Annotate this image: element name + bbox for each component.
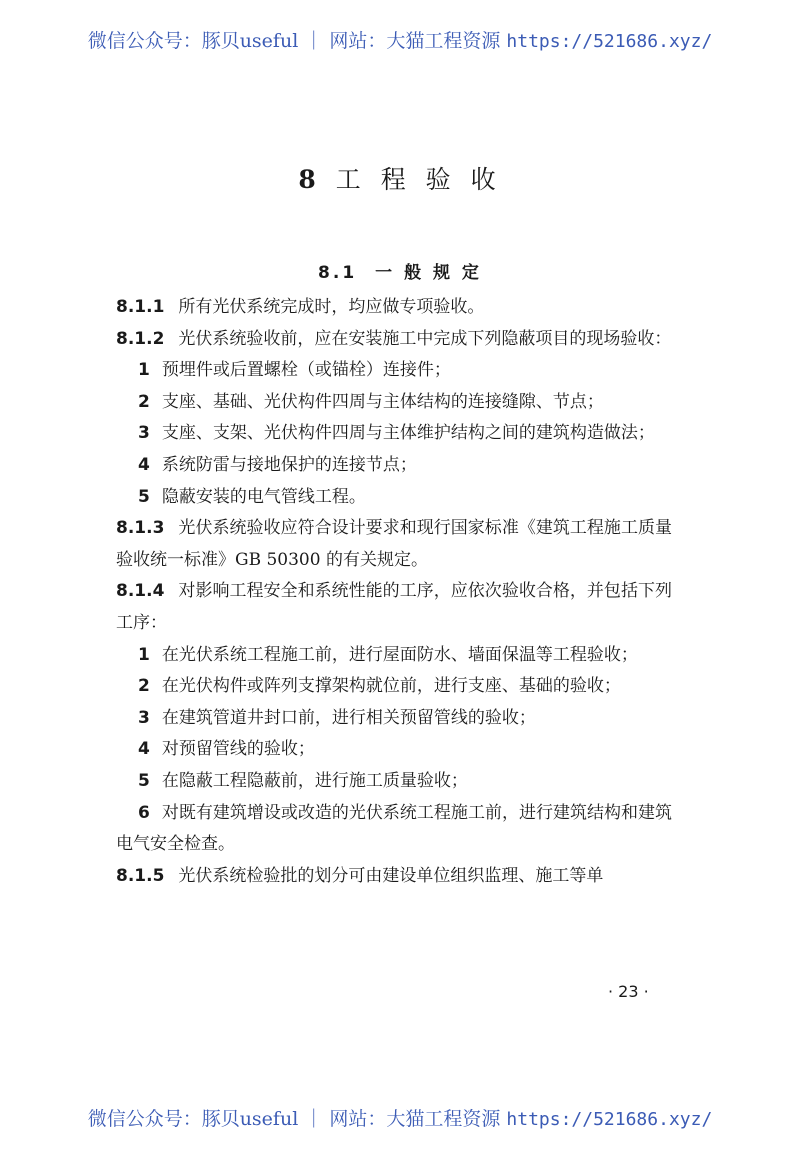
item-number: 4: [138, 739, 150, 760]
section-heading: [0, 258, 800, 283]
item-text: 预埋件或后置螺栓（或锚栓）连接件；: [161, 360, 451, 381]
clause-number: 8.1.4: [116, 581, 165, 602]
clause: [116, 576, 672, 639]
clause-number: 8.1.1: [116, 297, 165, 317]
item-number: 1: [138, 644, 150, 665]
item-text: 对预留管线的验收；: [161, 739, 315, 760]
watermark-text: 微信公众号：豚贝useful ｜ 网站：大猫工程资源: [87, 1108, 507, 1130]
clause-item: [116, 482, 672, 514]
item-text: 在光伏构件或阵列支撑架构就位前，进行支座、基础的验收；: [161, 676, 621, 697]
clause: [116, 324, 672, 356]
clause-number: 8.1.2: [116, 328, 165, 349]
clause-item: [116, 418, 672, 450]
item-text: 在光伏系统工程施工前，进行屋面防水、墙面保温等工程验收；: [161, 644, 638, 665]
watermark-text: 微信公众号：豚贝useful ｜ 网站：大猫工程资源: [87, 30, 507, 52]
clause: [116, 513, 672, 576]
clause-text: 对影响工程安全和系统性能的工序，应依次验收合格，并包括下列工序：: [116, 581, 672, 633]
clause: [116, 861, 672, 893]
clause: [116, 292, 672, 324]
clause-number: 8.1.3: [116, 518, 165, 539]
watermark-top: [0, 26, 800, 53]
clause-text: 光伏系统验收前，应在安装施工中完成下列隐蔽项目的现场验收：: [178, 328, 672, 349]
clause-item: [116, 671, 672, 703]
chapter-title: 工 程 验 收: [335, 165, 502, 194]
item-number: 4: [138, 454, 150, 475]
item-text: 对既有建筑增设或改造的光伏系统工程施工前，进行建筑结构和建筑电气安全检查。: [116, 802, 672, 855]
section-title: 一 般 规 定: [375, 263, 482, 283]
item-text: 在建筑管道井封口前，进行相关预留管线的验收；: [161, 707, 536, 728]
clause-number: 8.1.5: [116, 865, 165, 886]
item-number: 3: [138, 707, 150, 728]
clause-item: [116, 355, 672, 387]
item-text: 支座、支架、光伏构件四周与主体维护结构之间的建筑构造做法；: [161, 423, 655, 444]
clause-text: 光伏系统验收应符合设计要求和现行国家标准《建筑工程施工质量验收统一标准》GB 50300 的有关规定。: [116, 518, 672, 570]
clause-item: [116, 766, 672, 798]
section-number: 8.1: [318, 263, 358, 283]
item-number: 5: [138, 486, 150, 507]
clause-item: [116, 798, 672, 861]
clause-text: 光伏系统检验批的划分可由建设单位组织监理、施工等单: [178, 865, 604, 886]
item-text: 隐蔽安装的电气管线工程。: [161, 486, 366, 507]
clause-item: [116, 640, 672, 672]
watermark-url[interactable]: https://521686.xyz/: [506, 31, 713, 52]
clause-item: [116, 387, 672, 419]
item-number: 5: [138, 770, 150, 791]
clause-item: [116, 450, 672, 482]
watermark-url[interactable]: https://521686.xyz/: [506, 1109, 713, 1130]
watermark-bottom: [0, 1104, 800, 1131]
clause-list: [116, 292, 672, 892]
item-text: 支座、基础、光伏构件四周与主体结构的连接缝隙、节点；: [161, 391, 604, 412]
item-number: 2: [138, 391, 150, 412]
clause-item: [116, 734, 672, 766]
item-number: 3: [138, 423, 150, 444]
clause-item: [116, 703, 672, 735]
chapter-number: 8: [298, 165, 322, 194]
item-text: 系统防雷与接地保护的连接节点；: [161, 454, 417, 475]
item-number: 6: [138, 802, 150, 823]
clause-text: 所有光伏系统完成时，均应做专项验收。: [178, 297, 485, 317]
chapter-heading: [0, 160, 800, 196]
item-text: 在隐蔽工程隐蔽前，进行施工质量验收；: [161, 770, 468, 791]
item-number: 2: [138, 676, 150, 697]
page-number: · 23 ·: [608, 982, 649, 1001]
item-number: 1: [138, 360, 150, 381]
